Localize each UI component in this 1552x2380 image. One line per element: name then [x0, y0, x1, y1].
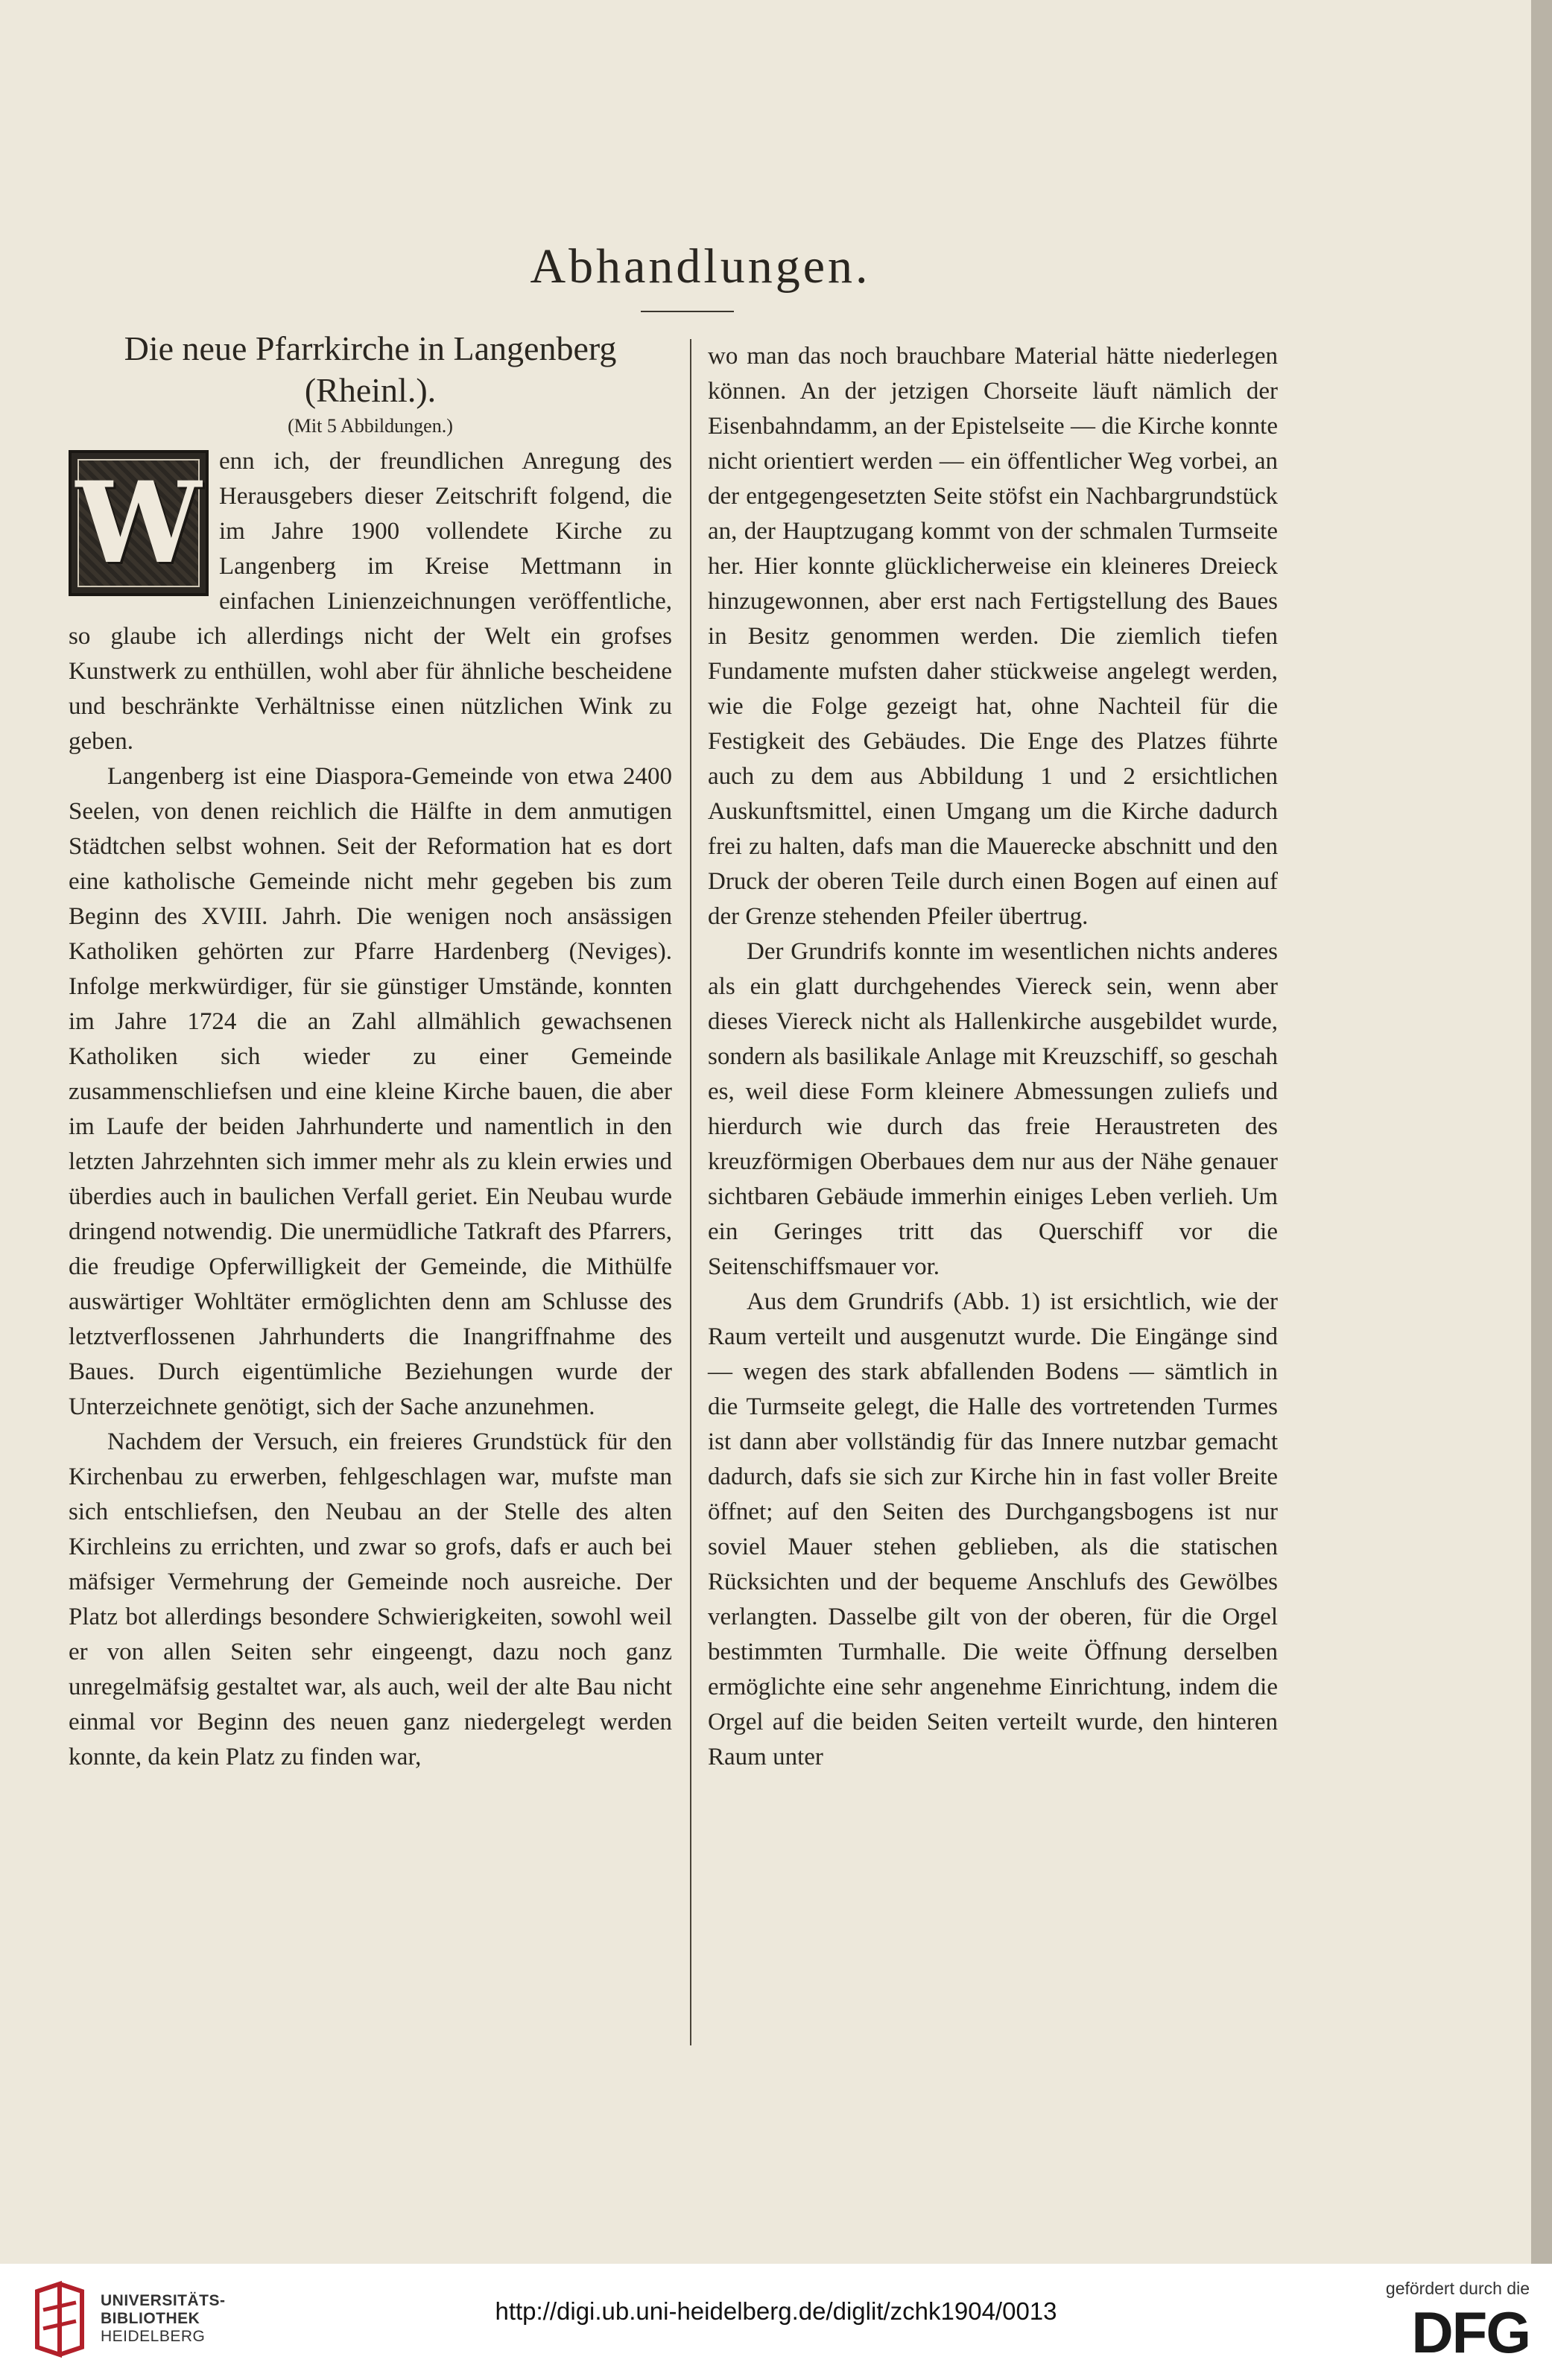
library-name-line3: HEIDELBERG [101, 2328, 206, 2345]
right-column [708, 339, 1278, 1775]
title-rule [641, 311, 734, 312]
page-edge [1531, 0, 1552, 2264]
article-title-line1: Die neue Pfarrkirche in Langenberg [124, 329, 617, 367]
section-title: Abhandlungen. [530, 239, 871, 294]
dropcap-initial [69, 450, 209, 596]
left-column [69, 328, 672, 1775]
dropcap-letter: W [75, 457, 202, 589]
article-subtitle: (Mit 5 Abbildungen.) [288, 415, 453, 437]
paragraph: enn ich, der freundlichen Anregung des Herausgebers dieser Zeitschrift folgend, die im Jahre 1900 vollendete Kirche zu Langenberg im Kreise Mettmann in einfachen Linienzeichnungen veröffentliche, so glaube ich allerdings nicht der Welt ein grofses Kunstwerk zu enthüllen, wohl aber für ähnliche bescheidene und beschränkte Verhältnisse einen nützlichen Wink zu geben. [69, 448, 672, 755]
article-title-line2: (Rheinl.). [304, 371, 437, 409]
paragraph: Langenberg ist eine Diaspora-Gemeinde von etwa 2400 Seelen, von denen reichlich die Hälfte in dem anmutigen Städtchen selbst wohnen. Seit der Reformation hat es dort eine katholische Gemeinde nicht mehr gegeben bis zum Beginn des XVIII. Jahrh. Die wenigen noch ansässigen Katholiken gehörten zur Pfarre Hardenberg (Neviges). Infolge merkwürdiger, für sie günstiger Umstände, konnten im Jahre 1724 die an Zahl allmählich gewachsenen Katholiken sich wieder zu einer Gemeinde zusammenschliefsen und eine kleine Kirche bauen, die aber im Laufe der beiden Jahrhunderte und namentlich in den letzten Jahrzehnten sich immer mehr als zu klein erwies und überdies auch in baulichen Verfall geriet. Ein Neubau wurde dringend notwendig. Die unermüdliche Tatkraft des Pfarrers, die freudige Opferwilligkeit der Gemeinde, die Mithülfe auswärtiger Wohltäter ermöglichten denn am Schlusse des letztverflossenen Jahrhunderts die Inangriffnahme des Baues. Durch eigentümliche Beziehungen wurde der Unterzeichnete genötigt, sich der Sache anzunehmen. [69, 763, 672, 1420]
dfg-logo[interactable]: DFG [1411, 2300, 1530, 2365]
library-name-line2: BIBLIOTHEK [101, 2310, 200, 2327]
funding-caption: gefördert durch die [1385, 2279, 1530, 2298]
paragraph: Nachdem der Versuch, ein freieres Grundstück für den Kirchenbau zu erwerben, fehlgeschlagen war, mufste man sich entschliefsen, den Neubau an der Stelle des alten Kirchleins zu errichten, und zwar so grofs, dafs er auch bei mäfsiger Vermehrung der Gemeinde noch ausreiche. Der Platz bot allerdings besondere Schwierigkeiten, sowohl weil er von allen Seiten sehr eingeengt, dazu noch ganz unregelmäfsig gestaltet war, als auch, weil der alte Bau nicht einmal vor Beginn des neuen ganz niedergelegt werden konnte, da kein Platz zu finden war, [69, 1428, 672, 1770]
article-title [69, 328, 672, 411]
permalink-url[interactable]: http://digi.ub.uni-heidelberg.de/diglit/zchk1904/0013 [495, 2297, 1057, 2325]
paragraph: Aus dem Grundrifs (Abb. 1) ist ersichtlich, wie der Raum verteilt und ausgenutzt wurde. Die Eingänge sind — wegen des stark abfallenden Bodens — sämtlich in die Turmseite gelegt, die Halle des vortretenden Turmes ist dann aber vollständig für das Innere nutzbar gemacht dadurch, dafs sie sich zur Kirche hin in fast voller Breite öffnet; auf den Seiten des Durchgangsbogens ist nur soviel Mauer stehen geblieben, als die statischen Rücksichten und der bequeme Anschlufs des Gewölbes verlangten. Dasselbe gilt von der oberen, für die Orgel bestimmten Turmhalle. Die weite Öffnung derselben ermöglichte eine sehr angenehme Einrichtung, indem die Orgel auf die beiden Seiten verteilt wurde, den hinteren Raum unter [708, 1288, 1278, 1770]
library-name-line1: UNIVERSITÄTS- [101, 2292, 226, 2309]
column-divider [690, 339, 691, 2045]
paragraph: wo man das noch brauchbare Material hätte niederlegen können. An der jetzigen Chorseite läuft nämlich der Eisenbahndamm, an der Epistelseite — die Kirche konnte nicht orientiert werden — ein öffentlicher Weg vorbei, an der entgegengesetzten Seite stöfst ein Nachbargrundstück an, der Hauptzugang kommt von der schmalen Turmseite her. Hier konnte glücklicherweise ein kleineres Dreieck hinzugewonnen, aber erst nach Fertigstellung des Baues in Besitz genommen werden. Die ziemlich tiefen Fundamente mufsten daher stückweise angelegt werden, wie die Folge gezeigt hat, ohne Nachteil für die Festigkeit des Gebäudes. Die Enge des Platzes führte auch zu dem aus Abbildung 1 und 2 ersichtlichen Auskunftsmittel, einen Umgang um die Kirche dadurch frei zu halten, dafs man die Mauerecke abschnitt und den Druck der oberen Teile durch einen Bogen auf einen auf der Grenze stehenden Pfeiler übertrug. [708, 343, 1278, 930]
paragraph: Der Grundrifs konnte im wesentlichen nichts anderes als ein glatt durchgehendes Viereck sein, wenn aber dieses Viereck nicht als Hallenkirche ausgebildet wurde, sondern als basilikale Anlage mit Kreuzschiff, so geschah es, weil diese Form kleinere Abmessungen zuliefs und hierdurch wie durch das freie Heraustreten des kreuzförmigen Oberbaues dem nur aus der Nähe genauer sichtbaren Gebäude immerhin einiges Leben verlieh. Um ein Geringes tritt das Querschiff vor die Seitenschiffsmauer vor. [708, 938, 1278, 1280]
